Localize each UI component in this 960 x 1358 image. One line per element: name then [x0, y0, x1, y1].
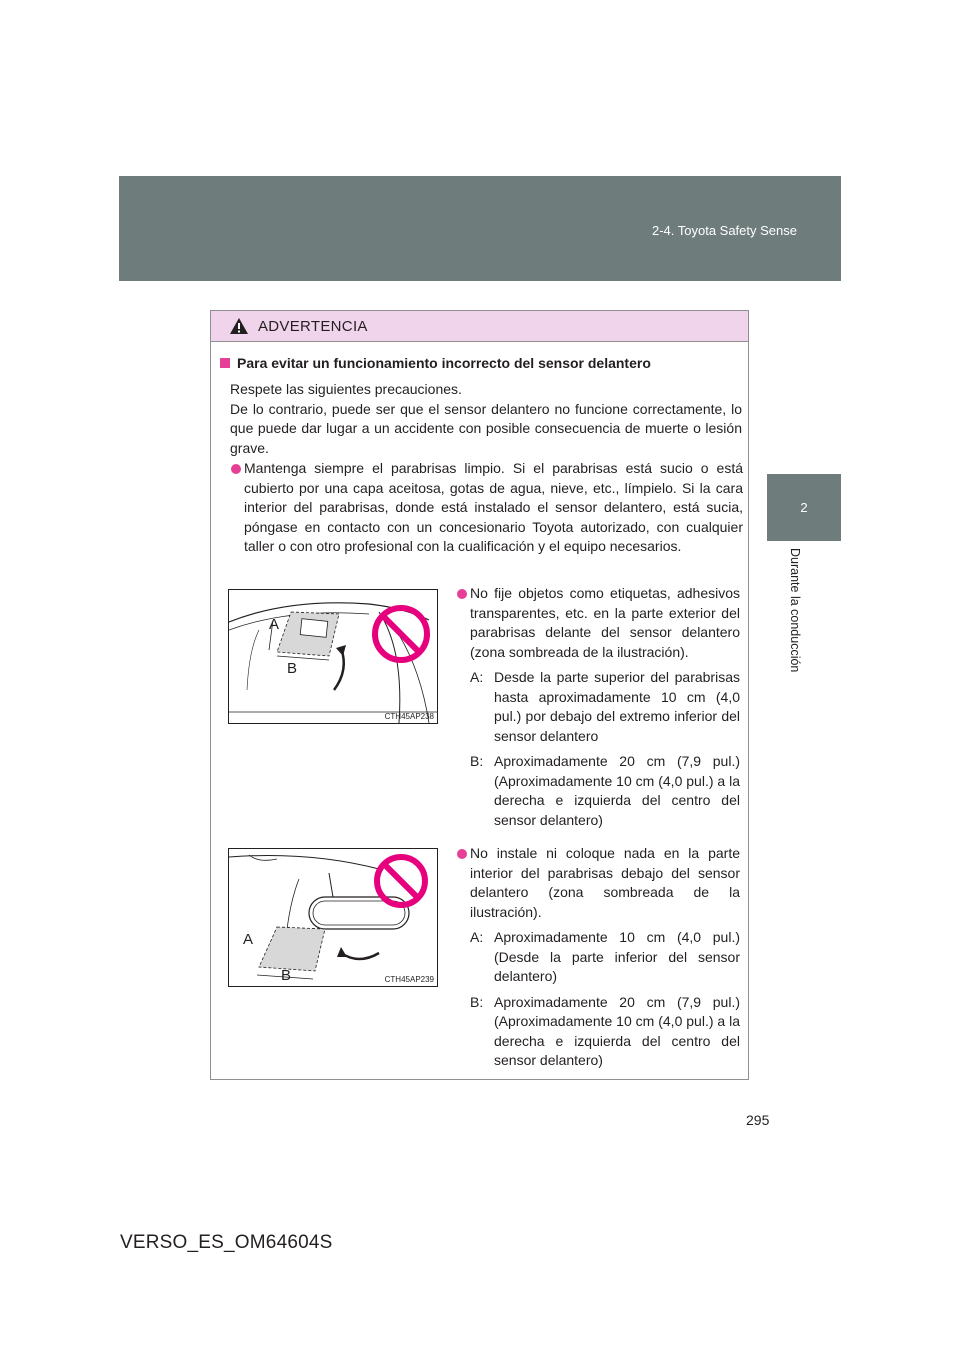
bullet-dot-icon [457, 589, 467, 599]
bullet-2-item-b [470, 752, 740, 830]
bullet-1-text: Mantenga siempre el parabrisas limpio. Si el parabrisas está sucio o está cubierto por una capa aceitosa, gotas de agua, nieve, etc., límpielo. Si la cara interior del parabrisas, donde está instalado el sensor delantero, está sucia, póngase en contacto con un concesionario Toyota autorizado, con cualquier taller o con otro profesional con la cualificación y el equipo necesarios. [244, 460, 743, 554]
bullet-3-text: No instale ni coloque nada en la parte interior del parabrisas debajo del sensor delantero (zona sombreada de la ilustración). [470, 845, 740, 920]
chapter-tab [767, 474, 841, 541]
warning-heading [220, 355, 651, 371]
bullet-3-a-label: A: [470, 929, 484, 945]
figure-1-code: CTH45AP238 [384, 712, 434, 721]
bullet-dot-icon [231, 464, 241, 474]
bullet-2-b-text: Aproximadamente 20 cm (7,9 pul.) (Aproximadamente 10 cm (4,0 pul.) a la derecha e izquierda del centro del sensor delantero) [494, 753, 740, 828]
page-number: 295 [746, 1112, 770, 1128]
bullet-2-item-a [470, 668, 740, 746]
bullet-2-a-label: A: [470, 669, 484, 685]
warning-heading-text: Para evitar un funcionamiento incorrecto del sensor delantero [237, 355, 651, 371]
figure-1-label-b: B [287, 660, 298, 677]
bullet-2-a-text: Desde la parte superior del parabrisas hasta aproximadamente 10 cm (4,0 pul.) por debajo del extremo inferior del sensor delantero [494, 669, 740, 744]
warning-triangle-icon [229, 317, 249, 335]
chapter-label: Durante la conducción [788, 548, 802, 673]
figure-1-label-a: A [269, 616, 280, 633]
chapter-number: 2 [800, 500, 808, 515]
intro-line-2: De lo contrario, puede ser que el sensor delantero no funcione correctamente, lo que puede dar lugar a un accidente con posible consecuencia de muerte o lesión grave. [230, 400, 742, 456]
intro-paragraph [230, 380, 742, 458]
illustration-windshield-interior [228, 848, 438, 987]
figure-2-label-b: B [281, 967, 292, 984]
intro-line-1: Respete las siguientes precauciones. [230, 381, 462, 397]
bullet-3-item-a [470, 928, 740, 987]
bullet-3-a-text: Aproximadamente 10 cm (4,0 pul.) (Desde la parte inferior del sensor delantero) [494, 929, 740, 984]
section-title: 2-4. Toyota Safety Sense [651, 223, 797, 238]
document-code: VERSO_ES_OM64604S [120, 1232, 333, 1253]
bullet-3-b-text: Aproximadamente 20 cm (7,9 pul.) (Aproximadamente 10 cm (4,0 pul.) a la derecha e izquierda del centro del sensor delantero) [494, 993, 740, 1068]
bullet-no-interior-objects [470, 844, 740, 1071]
warning-header [211, 311, 748, 342]
bullet-3-item-b [470, 993, 740, 1071]
bullet-no-exterior-objects [470, 584, 740, 830]
bullet-2-text: No fije objetos como etiquetas, adhesivos transparentes, etc. en la parte exterior del parabrisas delante del sensor delantero (zona sombreada de la ilustración). [470, 585, 740, 660]
square-bullet-icon [220, 358, 230, 368]
bullet-clean-windshield [244, 459, 743, 557]
bullet-2-b-label: B: [470, 753, 484, 769]
warning-box [210, 310, 749, 1080]
bullet-dot-icon [457, 849, 467, 859]
windshield-exterior-drawing [229, 590, 437, 723]
figure-2-label-a: A [243, 931, 254, 948]
header-band [119, 176, 841, 281]
illustration-windshield-exterior [228, 589, 438, 724]
bullet-3-b-label: B: [470, 993, 484, 1010]
warning-title: ADVERTENCIA [258, 317, 368, 335]
windshield-interior-drawing [229, 849, 437, 986]
figure-2-code: CTH45AP239 [384, 975, 434, 984]
